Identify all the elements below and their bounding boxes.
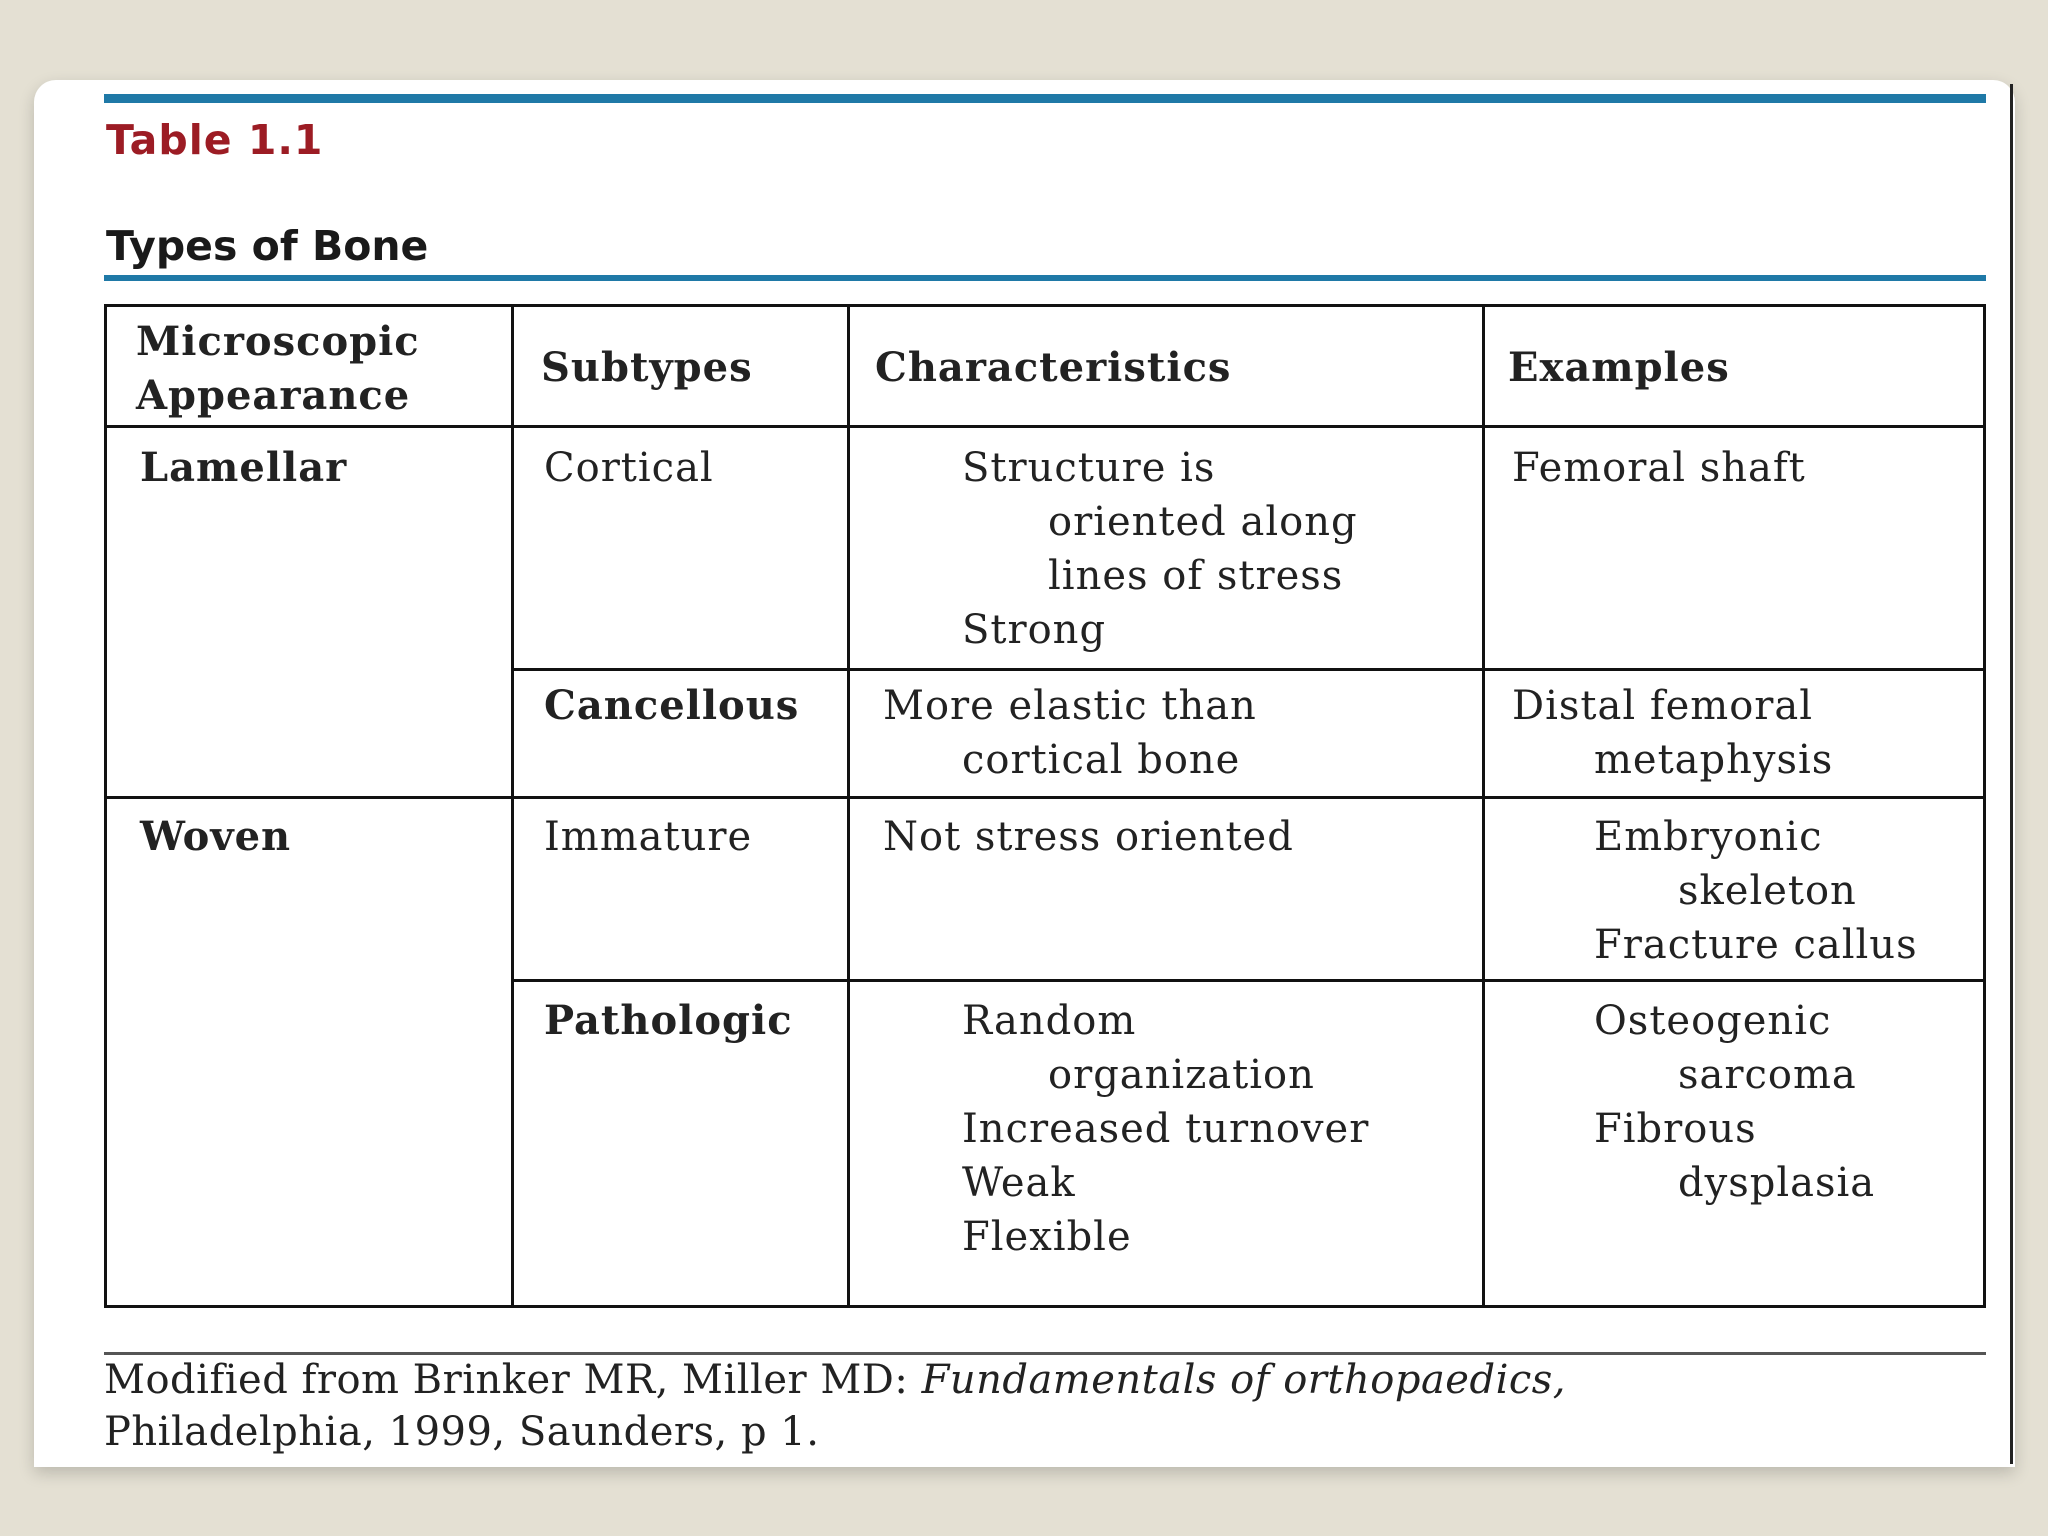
title-rule [104, 275, 1986, 281]
row-divider-3 [511, 979, 1983, 982]
cell-example-line: metaphysis [1594, 737, 1834, 783]
page-edge-line [2010, 84, 2013, 1464]
cell-char-line: Structure is [962, 445, 1216, 491]
bone-types-table [104, 304, 1986, 1308]
cell-example-line: Embryonic [1594, 814, 1823, 860]
cell-char-line: Flexible [962, 1214, 1132, 1260]
header-subtypes: Subtypes [541, 344, 753, 391]
cell-example-line: dysplasia [1678, 1160, 1876, 1206]
header-characteristics: Characteristics [875, 344, 1232, 391]
cell-example-line: Osteogenic [1594, 998, 1832, 1044]
row-divider-1 [511, 668, 1983, 671]
row-divider-2 [107, 796, 1983, 799]
cell-subtype-immature: Immature [544, 814, 753, 860]
table-title: Types of Bone [106, 222, 429, 270]
col-divider-3 [1482, 307, 1485, 1305]
cell-char-line: Increased turnover [962, 1106, 1370, 1152]
footnote-line2: Philadelphia, 1999, Saunders, p 1. [104, 1409, 820, 1455]
cell-char-line: lines of stress [1048, 553, 1344, 599]
col-divider-2 [847, 307, 850, 1305]
cell-appearance-woven: Woven [140, 813, 292, 860]
cell-char-line: Not stress oriented [883, 814, 1294, 860]
header-examples: Examples [1508, 344, 1730, 391]
cell-example-line: Fibrous [1594, 1106, 1757, 1152]
cell-example-line: Distal femoral [1512, 683, 1814, 729]
table-number: Table 1.1 [106, 116, 324, 164]
cell-char-line: oriented along [1048, 499, 1358, 545]
cell-appearance-lamellar: Lamellar [140, 444, 348, 491]
cell-subtype-pathologic: Pathologic [544, 997, 793, 1044]
cell-char-line: organization [1048, 1052, 1315, 1098]
header-appearance-line2: Appearance [136, 372, 411, 419]
cell-example-line: sarcoma [1678, 1052, 1857, 1098]
cell-char-line: More elastic than [883, 683, 1257, 729]
top-rule [104, 94, 1986, 103]
cell-example-line: Fracture callus [1594, 922, 1918, 968]
cell-subtype-cortical: Cortical [544, 445, 714, 491]
cell-char-line: Random [962, 998, 1137, 1044]
cell-subtype-cancellous: Cancellous [544, 682, 800, 729]
footnote-book-title: Fundamentals of orthopaedics, [921, 1357, 1567, 1403]
header-divider [107, 425, 1983, 428]
col-divider-1 [511, 307, 514, 1305]
cell-example-line: skeleton [1678, 868, 1857, 914]
table-footnote [104, 1354, 1566, 1458]
cell-char-line: Weak [962, 1160, 1076, 1206]
cell-char-line: Strong [962, 607, 1107, 653]
cell-char-line: cortical bone [962, 737, 1241, 783]
header-appearance-line1: Microscopic [136, 318, 420, 365]
cell-example-line: Femoral shaft [1512, 445, 1806, 491]
footnote-prefix: Modified from Brinker MR, Miller MD: [104, 1357, 922, 1403]
